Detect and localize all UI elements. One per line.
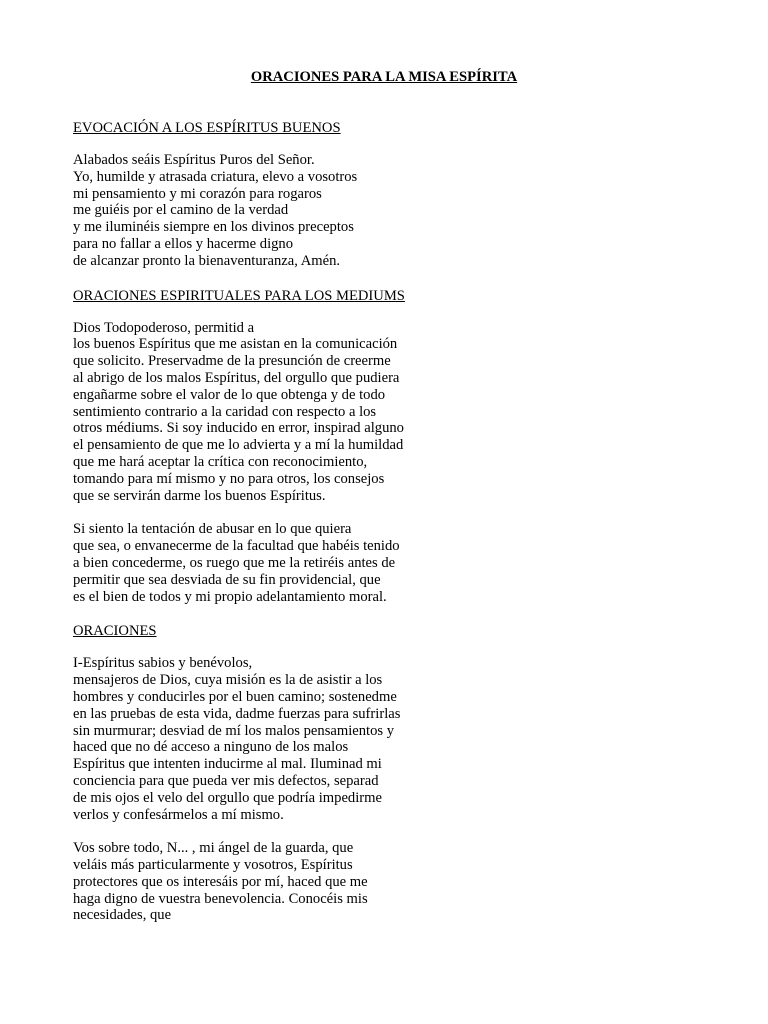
text-line: al abrigo de los malos Espíritus, del orgullo que pudiera: [73, 369, 400, 386]
text-line: otros médiums. Si soy inducido en error, inspirad alguno: [73, 420, 404, 437]
text-line: mensajeros de Dios, cuya misión es la de asistir a los: [73, 672, 383, 689]
text-line: de mis ojos el velo del orgullo que podría impedirme: [73, 789, 382, 806]
paragraph: [73, 320, 733, 505]
text-line: haced que no dé acceso a ninguno de los malos: [73, 739, 349, 756]
text-line: veláis más particularmente y vosotros, Espíritus: [73, 857, 353, 874]
section-evocacion: [73, 119, 733, 287]
text-line: permitir que sea desviada de su fin providencial, que: [73, 571, 381, 588]
text-line: Si siento la tentación de abusar en lo que quiera: [73, 521, 352, 538]
section-oraciones: [73, 622, 733, 924]
text-line: conciencia para que pueda ver mis defectos, separad: [73, 772, 379, 789]
section-mediums: [73, 287, 733, 623]
text-line: en las pruebas de esta vida, dadme fuerzas para sufrirlas: [73, 705, 401, 722]
paragraph: [73, 152, 733, 270]
text-line: que se servirán darme los buenos Espíritus.: [73, 487, 326, 504]
text-line: protectores que os interesáis por mí, haced que me: [73, 873, 368, 890]
text-line: es el bien de todos y mi propio adelantamiento moral.: [73, 588, 387, 605]
text-line: y me iluminéis siempre en los divinos preceptos: [73, 219, 354, 236]
document-body: [73, 119, 733, 924]
text-line: Espíritus que intenten inducirme al mal. Iluminad mi: [73, 756, 382, 773]
text-line: Vos sobre todo, N... , mi ángel de la guarda, que: [73, 840, 354, 857]
paragraph: [73, 840, 733, 924]
text-line: que sea, o envanecerme de la facultad que habéis tenido: [73, 538, 400, 555]
text-line: necesidades, que: [73, 907, 172, 924]
text-line: que solicito. Preservadme de la presunción de creerme: [73, 353, 391, 370]
text-line: tomando para mí mismo y no para otros, los consejos: [73, 470, 385, 487]
text-line: sin murmurar; desviad de mí los malos pensamientos y: [73, 722, 395, 739]
paragraph: [73, 655, 733, 823]
text-line: Dios Todopoderoso, permitid a: [73, 319, 255, 336]
text-line: a bien concederme, os ruego que me la retiréis antes de: [73, 554, 396, 571]
section-heading: ORACIONES ESPIRITUALES PARA LOS MEDIUMS: [73, 287, 405, 304]
text-line: me guiéis por el camino de la verdad: [73, 202, 289, 219]
text-line: hombres y conducirles por el buen camino; sostenedme: [73, 688, 397, 705]
text-line: para no fallar a ellos y hacerme digno: [73, 235, 294, 252]
text-line: haga digno de vuestra benevolencia. Conocéis mis: [73, 890, 368, 907]
text-line: verlos y confesármelos a mí mismo.: [73, 806, 284, 823]
section-heading: ORACIONES: [73, 623, 157, 640]
document-title: ORACIONES PARA LA MISA ESPÍRITA: [250, 69, 518, 85]
text-line: Yo, humilde y atrasada criatura, elevo a vosotros: [73, 168, 358, 185]
paragraph: [73, 521, 733, 605]
text-line: los buenos Espíritus que me asistan en la comunicación: [73, 336, 398, 353]
text-line: de alcanzar pronto la bienaventuranza, Amén.: [73, 252, 341, 269]
text-line: sentimiento contrario a la caridad con respecto a los: [73, 403, 377, 420]
text-line: que me hará aceptar la crítica con reconocimiento,: [73, 453, 368, 470]
text-line: engañarme sobre el valor de lo que obtenga y de todo: [73, 386, 386, 403]
text-line: mi pensamiento y mi corazón para rogaros: [73, 185, 322, 202]
text-line: I-Espíritus sabios y benévolos,: [73, 655, 253, 672]
text-line: Alabados seáis Espíritus Puros del Señor.: [73, 152, 315, 168]
text-line: el pensamiento de que me lo advierta y a mí la humildad: [73, 437, 404, 454]
section-heading: EVOCACIÓN A LOS ESPÍRITUS BUENOS: [73, 120, 341, 136]
